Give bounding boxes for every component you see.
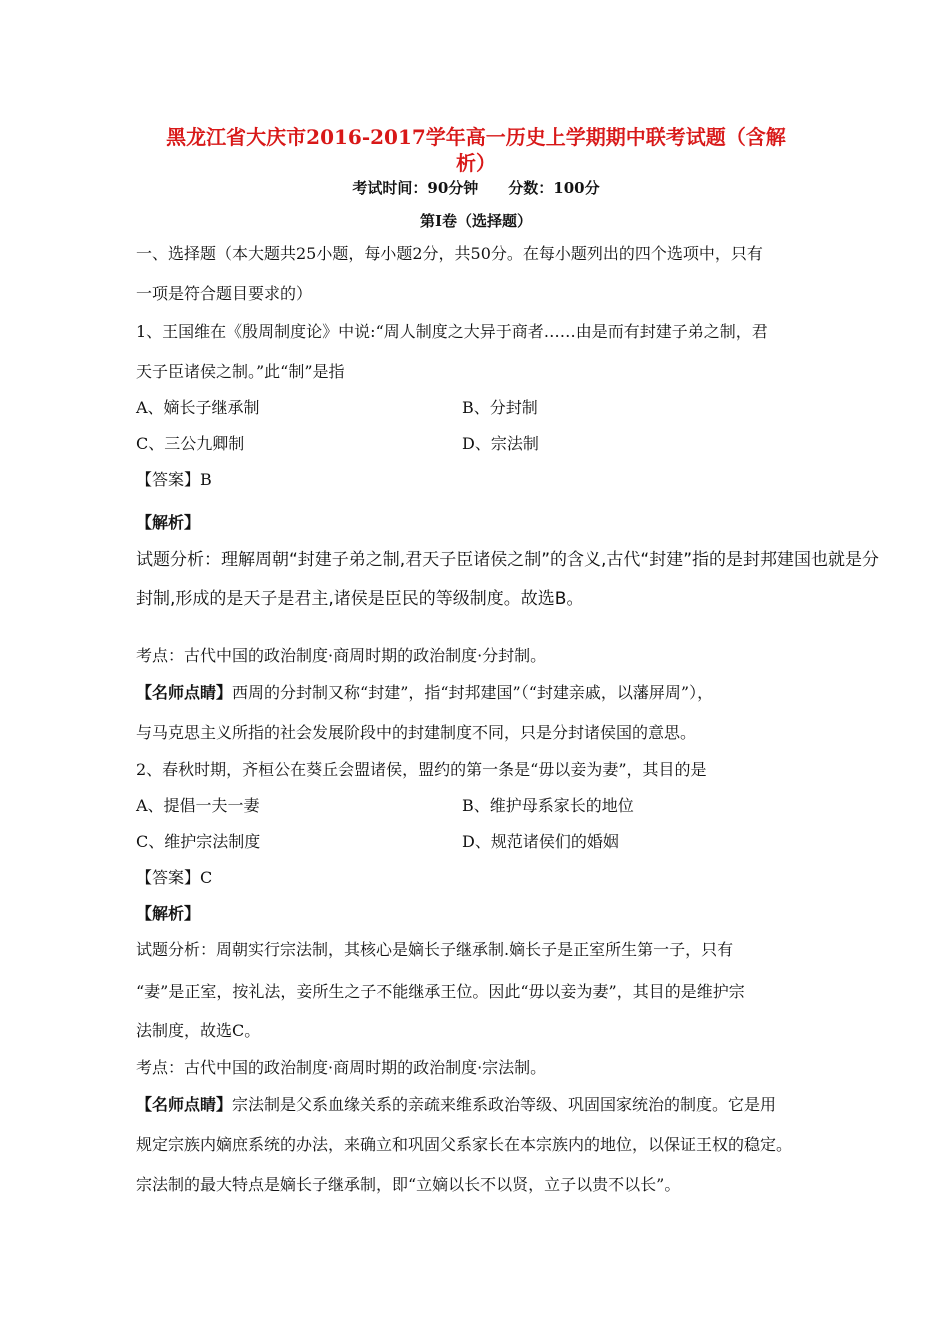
question2-kaodian: 考点：古代中国的政治制度·商周时期的政治制度·宗法制。 xyxy=(136,1058,547,1077)
instructions-line2: 一项是符合题目要求的） xyxy=(136,284,313,303)
question2-option-b: B、维护母系家长的地位 xyxy=(462,796,634,815)
question1-analysis-line1: 试题分析：理解周朝“封建子弟之制,君天子臣诸侯之制”的含义,古代“封建”指的是封邦建国也就是分 xyxy=(136,550,880,570)
question1-analysis-line2: 封制,形成的是天子是君主,诸侯是臣民的等级制度。故选B。 xyxy=(136,589,584,609)
question2-tip-line3: 宗法制的最大特点是嫡长子继承制，即“立嫡以长不以贤，立子以贵不以长”。 xyxy=(136,1175,681,1194)
question1-tip-label: 【名师点睛】 xyxy=(136,683,233,702)
question1-option-a: A、嫡长子继承制 xyxy=(136,398,260,417)
question2-analysis-line1: 试题分析：周朝实行宗法制，其核心是嫡长子继承制.嫡长子是正室所生第一子，只有 xyxy=(136,940,734,959)
question1-stem-line2: 天子臣诸侯之制。”此“制”是指 xyxy=(136,362,345,381)
question2-option-d: D、规范诸侯们的婚姻 xyxy=(462,832,619,851)
question1-analysis-heading: 【解析】 xyxy=(136,513,201,532)
question1-tip-line2: 与马克思主义所指的社会发展阶段中的封建制度不同，只是分封诸侯国的意思。 xyxy=(136,723,697,742)
question1-option-c: C、三公九卿制 xyxy=(136,434,245,453)
section-heading: 第Ⅰ卷（选择题） xyxy=(419,212,533,230)
question1-tip-line1 xyxy=(136,683,713,703)
question1-option-d: D、宗法制 xyxy=(462,434,539,453)
document-title-line1: 黑龙江省大庆市2016-2017学年高一历史上学期期中联考试题（含解 xyxy=(166,125,786,149)
question2-tip-label: 【名师点睛】 xyxy=(136,1095,233,1114)
question1-answer: 【答案】B xyxy=(136,470,212,489)
question1-kaodian: 考点：古代中国的政治制度·商周时期的政治制度·分封制。 xyxy=(136,646,547,665)
question2-tip-line2: 规定宗族内嫡庶系统的办法，来确立和巩固父系家长在本宗族内的地位，以保证王权的稳定。 xyxy=(136,1135,793,1154)
question2-answer: 【答案】C xyxy=(136,868,213,887)
question2-tip-line1 xyxy=(136,1095,776,1115)
question2-stem-line1: 2、春秋时期，齐桓公在葵丘会盟诸侯，盟约的第一条是“毋以妾为妻”，其目的是 xyxy=(136,760,707,779)
document-title-line2: 析） xyxy=(456,151,496,175)
instructions-line1: 一、选择题（本大题共25小题，每小题2分，共50分。在每小题列出的四个选项中，只有 xyxy=(136,244,763,263)
question2-option-c: C、维护宗法制度 xyxy=(136,832,261,851)
question1-option-b: B、分封制 xyxy=(462,398,538,417)
question2-analysis-heading: 【解析】 xyxy=(136,904,201,923)
question1-tip-text: 西周的分封制又称“封建”，指“封邦建国”（“封建亲戚，以藩屏周”）， xyxy=(232,683,714,702)
exam-info: 考试时间：90分钟 分数：100分 xyxy=(352,179,600,197)
question2-analysis-line2: “妻”是正室，按礼法，妾所生之子不能继承王位。因此“毋以妾为妻”，其目的是维护宗 xyxy=(136,982,745,1001)
question2-tip-text: 宗法制是父系血缘关系的亲疏来维系政治等级、巩固国家统治的制度。它是用 xyxy=(232,1095,777,1114)
question1-stem-line1: 1、王国维在《殷周制度论》中说:“周人制度之大异于商者……由是而有封建子弟之制，君 xyxy=(136,322,768,341)
question2-analysis-line3: 法制度，故选C。 xyxy=(136,1021,261,1040)
question2-option-a: A、提倡一夫一妻 xyxy=(136,796,260,815)
